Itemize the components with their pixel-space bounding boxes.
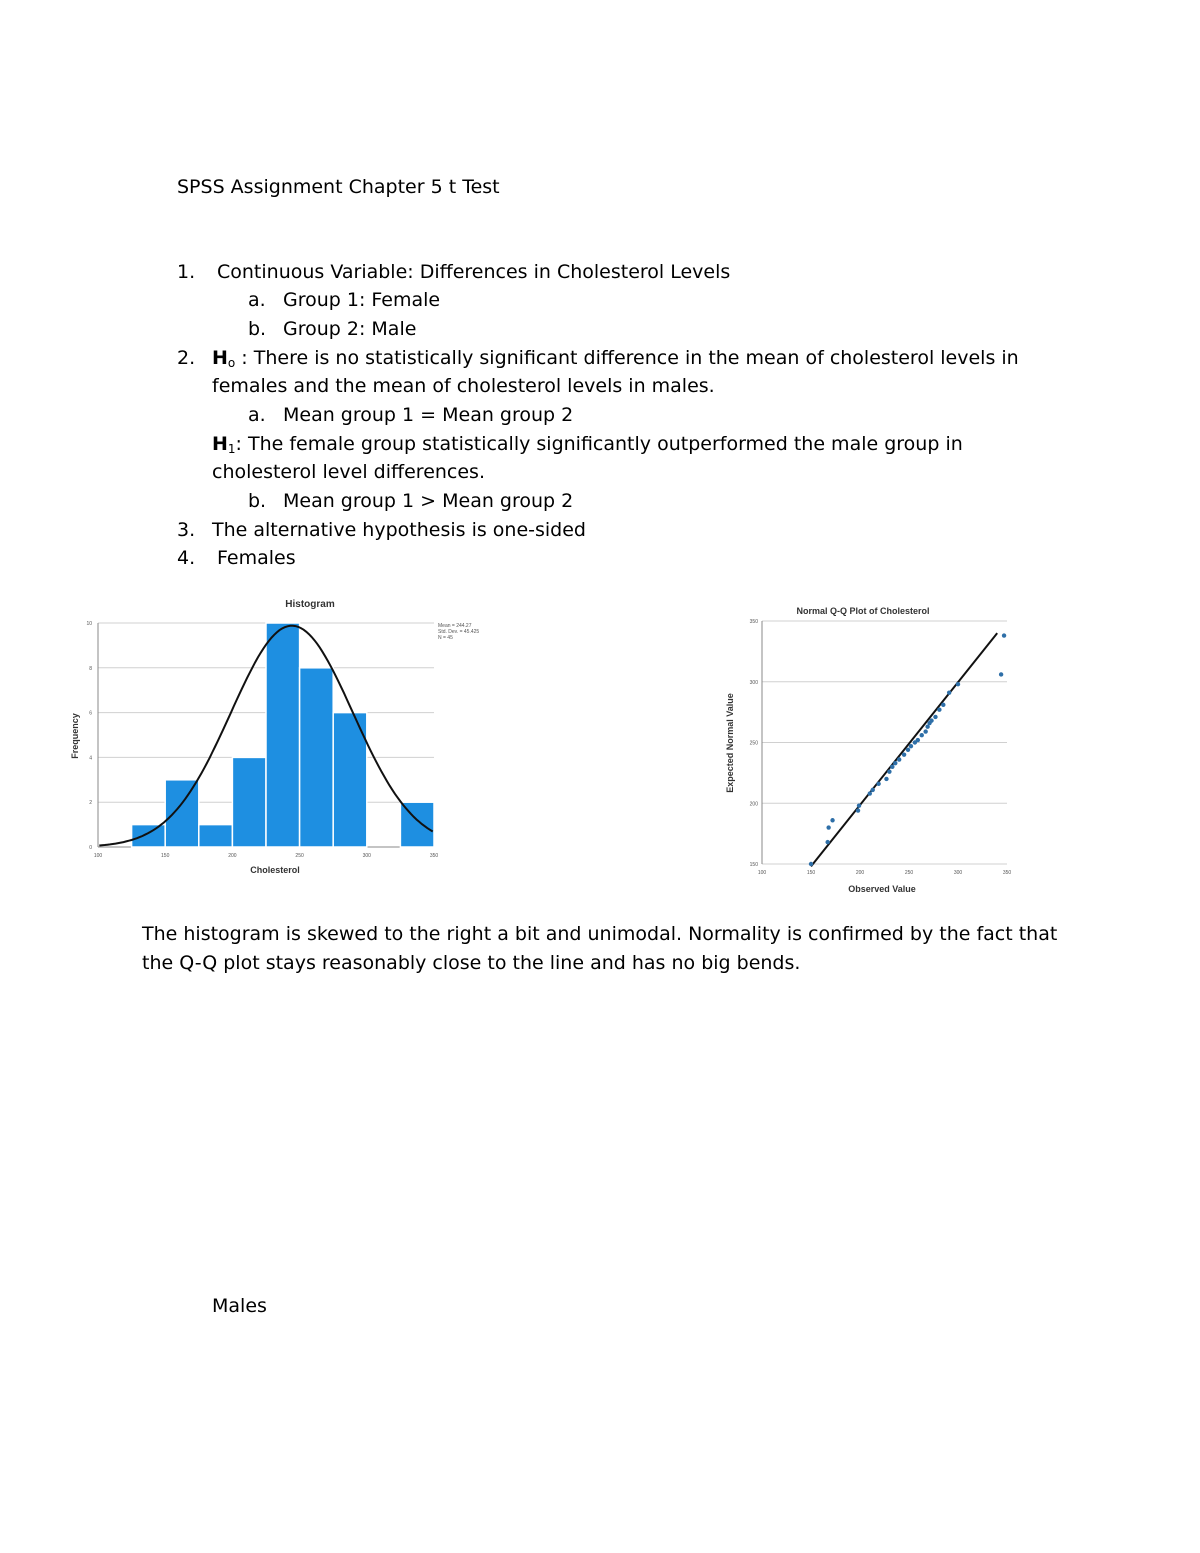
histogram-bar [232, 757, 266, 847]
qq-ytick-label: 250 [749, 740, 758, 747]
qq-point [830, 818, 834, 822]
qq-point [890, 765, 894, 769]
qq-point [826, 825, 830, 829]
qq-xlabel: Observed Value [848, 884, 916, 894]
h1-text: : The female group statistically significantly outperformed the male group in [235, 433, 963, 455]
qq-point [809, 862, 813, 866]
qq-point [941, 703, 945, 707]
null-hypothesis [212, 346, 1019, 370]
histogram-xlabel: Cholesterol [250, 865, 300, 875]
qq-reference-line [811, 633, 997, 866]
list-letter: a. [248, 289, 266, 311]
histogram-ytick-label: 10 [86, 621, 92, 627]
list-number: 4. [177, 547, 196, 569]
qq-point [947, 690, 951, 694]
histogram-chart [70, 590, 510, 880]
qq-point [956, 682, 960, 686]
qq-point [884, 777, 888, 781]
males-heading: Males [212, 1295, 267, 1317]
alternative-hypothesis [212, 432, 963, 456]
histogram-xtick-label: 250 [295, 853, 304, 859]
qq-ytick-label: 150 [749, 862, 758, 868]
qq-plot-chart [720, 600, 1020, 900]
list-item-group1: Group 1: Female [283, 289, 441, 311]
qq-point [920, 733, 924, 737]
qq-point [999, 672, 1003, 676]
list-item-females: Females [217, 547, 296, 569]
qq-point [909, 744, 913, 748]
qq-point [897, 757, 901, 761]
null-hypothesis-continued: females and the mean of cholesterol levels in males. [212, 375, 715, 397]
histogram-bar [165, 780, 199, 847]
histogram-xtick-label: 100 [93, 853, 103, 859]
qq-ytick-label: 350 [749, 619, 758, 625]
histogram-ytick-label: 0 [89, 845, 92, 851]
list-letter: a. [248, 404, 266, 426]
qq-point [868, 791, 872, 795]
qq-point [916, 738, 920, 742]
histogram-bar [132, 825, 166, 847]
histogram-xtick-label: 350 [429, 853, 439, 859]
histogram-stat-label: N = 45 [438, 635, 453, 641]
list-item-one-sided: The alternative hypothesis is one-sided [212, 519, 586, 541]
qq-point [933, 715, 937, 719]
list-item-mean-equal: Mean group 1 = Mean group 2 [283, 404, 574, 426]
qq-point [929, 718, 933, 722]
histogram-ytick-label: 8 [89, 665, 92, 672]
list-letter: b. [248, 318, 267, 340]
qq-ytick-label: 300 [749, 679, 758, 686]
qq-xtick-label: 250 [904, 870, 914, 876]
qq-point [923, 729, 927, 733]
qq-xtick-label: 100 [757, 870, 767, 876]
list-item-continuous-variable: Continuous Variable: Differences in Cholesterol Levels [217, 261, 731, 283]
h0-subscript: o [227, 356, 236, 370]
histogram-xtick-label: 300 [362, 853, 371, 859]
qq-point [887, 769, 891, 773]
conclusion-line-2: the Q-Q plot stays reasonably close to the line and has no big bends. [142, 952, 801, 974]
qq-point [937, 707, 941, 711]
qq-title: Normal Q-Q Plot of Cholesterol [796, 606, 930, 616]
conclusion-line-1: The histogram is skewed to the right a bit and unimodal. Normality is confirmed by the fact that [142, 923, 1058, 945]
qq-point [1002, 633, 1006, 637]
qq-xtick-label: 350 [1002, 870, 1012, 876]
qq-point [876, 782, 880, 786]
h1-letter: H [212, 433, 228, 455]
h1-subscript: 1 [227, 442, 236, 456]
qq-xtick-label: 200 [855, 870, 865, 876]
qq-ytick-label: 200 [749, 801, 758, 808]
qq-point [825, 840, 829, 844]
qq-point [871, 788, 875, 792]
histogram-bar [266, 623, 300, 847]
histogram-ytick-label: 6 [89, 710, 92, 717]
histogram-stat-label: Mean = 244.27 [438, 623, 472, 629]
histogram-xtick-label: 150 [161, 853, 170, 859]
qq-xtick-label: 150 [806, 870, 816, 876]
list-item-group2: Group 2: Male [283, 318, 417, 340]
histogram-ylabel: Frequency [70, 713, 80, 759]
qq-point [857, 803, 861, 807]
histogram-ytick-label: 2 [89, 800, 92, 807]
histogram-stat-label: Std. Dev. = 45.425 [438, 629, 480, 635]
list-number: 3. [177, 519, 196, 541]
qq-point [893, 761, 897, 765]
h0-letter: H [212, 347, 228, 369]
qq-ylabel: Expected Normal Value [725, 693, 735, 793]
histogram-title: Histogram [285, 599, 335, 610]
qq-point [902, 752, 906, 756]
list-letter: b. [248, 490, 267, 512]
histogram-ytick-label: 4 [89, 755, 92, 762]
qq-point [906, 748, 910, 752]
list-number: 1. [177, 261, 196, 283]
histogram-xtick-label: 200 [228, 853, 237, 859]
histogram-bar [300, 668, 334, 847]
list-number: 2. [177, 347, 196, 369]
h0-text: : There is no statistically significant difference in the mean of cholesterol levels in [235, 347, 1019, 369]
document-title: SPSS Assignment Chapter 5 t Test [177, 176, 500, 198]
histogram-bar [199, 825, 233, 847]
alternative-hypothesis-continued: cholesterol level differences. [212, 461, 485, 483]
qq-xtick-label: 300 [953, 870, 963, 876]
list-item-mean-greater: Mean group 1 > Mean group 2 [283, 490, 574, 512]
qq-point [856, 808, 860, 812]
